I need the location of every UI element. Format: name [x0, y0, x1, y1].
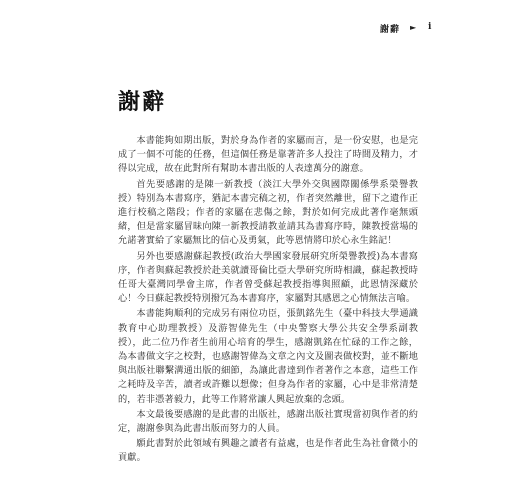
running-header: [0, 22, 520, 38]
page-number: i: [428, 22, 432, 32]
paragraph: 另外也要感謝蘇起教授(政治大學國家發展研究所榮譽教授)為本書寫序，作者與蘇起教授於赴美就讀哥倫比亞大學研究所時相識，蘇起教授時任哥大臺灣同學會主席，作者曾受蘇起教授指導與照顧，此恩情深藏於心！今日蘇起教授特別撥冗為本書寫序，家屬對其感恩之心情無法言喻。: [118, 250, 418, 305]
paragraph: 本書能夠順利的完成另有兩位功臣，張凱銘先生（臺中科技大學通識教育中心助理教授）及游智偉先生（中央警察大學公共安全學系副教授），此二位乃作者生前用心培育的學生，感謝凱銘在忙碌的工作之餘，為本書做文字之校對，也感謝智偉為文章之內文及圖表做校對，並不斷地與出版社聯繫溝通出版的細節，為讓此書達到作者著作之本意，這些工作之耗時及辛苦，讀者或許難以想像；但身為作者的家屬，心中是非常清楚的，若非憑著毅力，此等工作將常讓人興起放棄的念頭。: [118, 308, 418, 405]
paragraph: 本文最後要感謝的是此書的出版社，感謝出版社實現當初與作者的約定，謝謝參與為此書出版而努力的人員。: [118, 408, 418, 435]
body-text: [118, 134, 418, 467]
arrow-right-icon: ►: [410, 23, 417, 32]
paragraph: 本書能夠如期出版，對於身為作者的家屬而言，是一份安慰，也是完成了一個不可能的任務，但這個任務是靠著許多人投注了時間及精力，才得以完成，故在此對所有幫助本書出版的人表達萬分的謝意。: [118, 135, 418, 175]
header-section-title: 謝辭: [380, 25, 401, 35]
page-title: 謝辭: [118, 89, 167, 115]
paragraph: 願此書對於此領域有興趣之讀者有益處，也是作者此生為社會微小的貢獻。: [118, 438, 418, 464]
paragraph: 首先要感謝的是陳一新教授（淡江大學外交與國際關係學系榮譽教授）特別為本書寫序，猶記本書完稿之初，作者突然離世，留下之遺作正進行校稿之階段；作者的家屬在悲傷之餘，對於如何完成此著作毫無頭緒，但是當家屬冒昧向陳一新教授請教並請其為書寫序時，陳教授當場的允諾著實給了家屬無比的信心及勇氣，此等恩情將印於心永生銘記！: [118, 178, 418, 247]
